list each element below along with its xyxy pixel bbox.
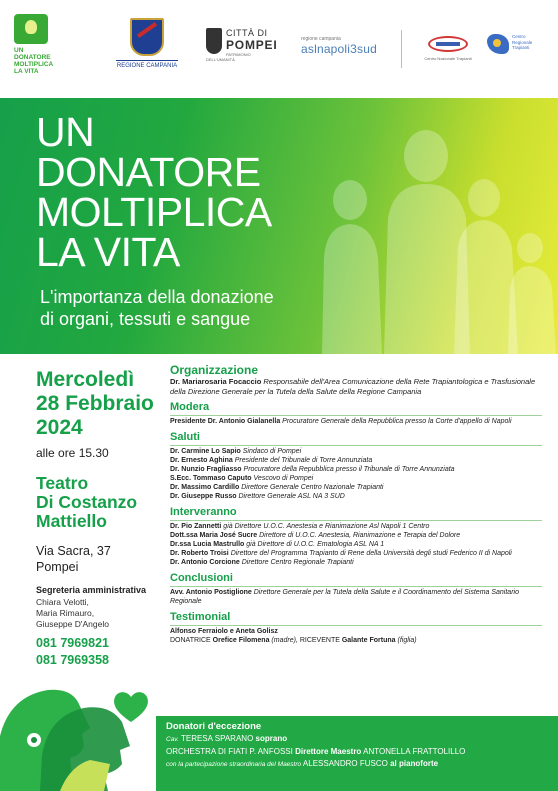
heart-icon <box>112 690 150 724</box>
eccezione-line <box>166 746 548 758</box>
person-name: Alfonso Ferraiolo e Aneta Golisz <box>170 628 278 635</box>
testimonial-entry <box>170 627 542 636</box>
event-time: alle ore 15.30 <box>36 446 109 460</box>
saluti-entry <box>170 456 542 465</box>
person-name: Presidente Dr. Antonio Gialanella <box>170 418 281 425</box>
campaign-logo-text: UN DONATORE MOLTIPLICA LA VITA <box>14 47 54 75</box>
section-title-modera: Modera <box>170 401 210 413</box>
person-name: Dr. Antonio Corcione <box>170 559 240 566</box>
hero-subtitle-line: L'importanza della donazione <box>40 287 274 307</box>
person-role: Direttore Generale ASL NA 3 SUD <box>238 493 345 500</box>
hero-banner <box>0 98 558 354</box>
performer-role: al pianoforte <box>390 759 439 768</box>
section-title-interveranno: Interveranno <box>170 506 237 518</box>
person-role: Direttore Generale Centro Nazionale Trapianti <box>241 484 384 491</box>
event-day: Mercoledì <box>36 368 135 391</box>
donatori-eccezione-box <box>156 716 558 791</box>
cnt-text: Centro Nazionale Trapianti <box>424 56 472 61</box>
person-role: Presidente del Tribunale di Torre Annunziata <box>234 457 373 464</box>
segreteria-title: Segreteria amministrativa <box>36 585 147 595</box>
performer-name: ALESSANDRO FUSCO <box>302 759 388 768</box>
performer-name: TERESA SPARANO <box>180 734 254 743</box>
pompei-top-text: CITTÀ DI <box>226 28 268 38</box>
person-name: S.Ecc. Tommaso Caputo <box>170 475 252 482</box>
eccezione-line <box>166 733 548 746</box>
section-divider <box>170 625 542 626</box>
segreteria-name: Maria Rimauro, <box>36 608 95 618</box>
eccezione-title: Donatori d'eccezione <box>166 721 262 732</box>
person-name: Dr. Massimo Cardillo <box>170 484 240 491</box>
person-name: Galante Fortuna <box>341 637 396 644</box>
segreteria-names <box>36 597 162 630</box>
family-silhouette-icon <box>298 98 558 354</box>
logo-bar <box>0 0 558 98</box>
centro-nazionale-trapianti-logo <box>424 36 472 66</box>
person-role: Procuratore Generale della Repubblica presso la Corte d'appello di Napoli <box>282 418 512 425</box>
logo-divider <box>401 30 402 68</box>
interveranno-entry <box>170 540 542 549</box>
person-role: Sindaco di Pompei <box>242 448 302 455</box>
organizzazione-entry <box>170 377 542 396</box>
phone-number[interactable]: 081 7969358 <box>36 653 109 667</box>
interveranno-entry <box>170 558 542 567</box>
person-role: Direttore Generale per la Tutela della Salute e il Coordinamento del Sistema Sanitario Regionale <box>170 589 519 605</box>
event-venue <box>36 474 162 531</box>
cnt-emblem-icon <box>428 36 468 52</box>
person-role: già Direttore di U.O.C. Ematologia ASL NA 1 <box>246 541 385 548</box>
section-divider <box>170 445 542 446</box>
venue-line: Teatro <box>36 473 89 493</box>
person-name: Dr. Mariarosaria Focaccio <box>170 377 262 386</box>
hero-subtitle <box>40 286 274 330</box>
pompei-sub-text: PATRIMONIO DELL'UMANITÀ <box>206 52 251 62</box>
person-name: Avv. Antonio Postiglione <box>170 589 252 596</box>
regione-campania-text: REGIONE CAMPANIA <box>116 60 178 69</box>
address-line: Pompei <box>36 560 79 574</box>
hero-title-line: MOLTIPLICA <box>36 189 272 235</box>
testimonial-note: (figlia) <box>397 637 417 644</box>
crt-map-icon <box>487 34 509 54</box>
person-name: Dott.ssa Maria José Sucre <box>170 532 258 539</box>
saluti-entry <box>170 474 542 483</box>
event-info <box>36 368 162 669</box>
interveranno-entry <box>170 549 542 558</box>
phone-numbers <box>36 635 162 669</box>
hero-title-line: DONATORE <box>36 149 261 195</box>
testimonial-label: DONATRICE <box>170 637 211 644</box>
person-role: Vescovo di Pompei <box>253 475 314 482</box>
section-divider <box>170 520 542 521</box>
segreteria-name: Chiara Velotti, <box>36 597 89 607</box>
person-role: Direttore Centro Regionale Trapianti <box>241 559 354 566</box>
section-divider <box>170 415 542 416</box>
asl-napoli-3-sud-logo <box>301 36 381 62</box>
person-name: Dr. Pio Zannetti <box>170 523 222 530</box>
eccezione-prefix: Cav. <box>166 736 179 743</box>
performer-name: ANTONELLA FRATTOLILLO <box>363 747 466 756</box>
testimonial-entry <box>170 636 542 645</box>
person-name: Dr. Roberto Troisi <box>170 550 229 557</box>
person-role: già Direttore U.O.C. Anestesia e Rianimazione Asl Napoli 1 Centro <box>223 523 430 530</box>
person-name: Dr. Nunzio Fragliasso <box>170 466 242 473</box>
program <box>170 364 542 645</box>
venue-line: Mattiello <box>36 511 107 531</box>
citta-di-pompei-logo <box>206 28 280 68</box>
modera-entry <box>170 417 542 426</box>
pompei-name-text: POMPEI <box>226 38 278 52</box>
performer-role: soprano <box>255 734 288 743</box>
person-name: Dr. Ernesto Aghina <box>170 457 233 464</box>
asl-name-text: aslnapoli3sud <box>301 42 377 56</box>
person-role: Direttore del Programma Trapianto di Rene della Università degli studi Federico II di Napoli <box>230 550 512 557</box>
segreteria-name: Giuseppe D'Angelo <box>36 619 109 629</box>
eccezione-prefix: con la partecipazione straordinaria del Maestro <box>166 761 302 768</box>
phone-number[interactable]: 081 7969821 <box>36 636 109 650</box>
regione-campania-shield-icon <box>130 18 164 56</box>
testimonial-note: (madre), <box>271 637 298 644</box>
testimonial-label: RICEVENTE <box>299 637 340 644</box>
person-name: Orefice Filomena <box>212 637 270 644</box>
performer-role: Direttore Maestro <box>295 747 362 756</box>
section-title-organizzazione: Organizzazione <box>170 363 259 377</box>
saluti-entry <box>170 483 542 492</box>
person-role: Procuratore della Repubblica presso il Tribunale di Torre Annunziata <box>243 466 455 473</box>
venue-line: Di Costanzo <box>36 492 138 512</box>
person-role: Direttore di U.O.C. Anestesia, Rianimazione e Terapia del Dolore <box>259 532 461 539</box>
hero-title-line: LA VITA <box>36 229 180 275</box>
crt-text: Centro Regionale Trapianti <box>512 34 533 50</box>
interveranno-entry <box>170 531 542 540</box>
campaign-logo-icon <box>14 14 48 44</box>
saluti-entry <box>170 465 542 474</box>
event-date: 28 Febbraio <box>36 392 154 415</box>
section-title-saluti: Saluti <box>170 431 200 443</box>
conclusioni-entry <box>170 588 542 606</box>
pompei-crest-icon <box>206 28 222 54</box>
person-name: Dr. Carmine Lo Sapio <box>170 448 241 455</box>
event-address <box>36 543 162 575</box>
person-name: Dr.ssa Lucia Mastrullo <box>170 541 245 548</box>
section-title-testimonial: Testimonial <box>170 611 231 623</box>
performer-name: ORCHESTRA DI FIATI P. ANFOSSI <box>166 747 293 756</box>
section-title-conclusioni: Conclusioni <box>170 572 233 584</box>
saluti-entry <box>170 492 542 501</box>
hero-subtitle-line: di organi, tessuti e sangue <box>40 309 251 329</box>
centro-regionale-trapianti-logo <box>487 34 541 70</box>
regione-campania-logo <box>116 18 178 76</box>
eccezione-line <box>166 758 548 771</box>
hero-title <box>36 109 272 275</box>
campaign-logo <box>14 14 64 80</box>
asl-small-text: regione campania <box>301 36 341 42</box>
person-name: Dr. Giuseppe Russo <box>170 493 237 500</box>
person-role: Responsabile dell'Area Comunicazione della Rete Trapiantologica e Trasfusionale della Direzione Generale per la Tutela della Salute della Regione Campania <box>170 377 536 396</box>
hero-title-line: UN <box>36 109 95 155</box>
saluti-entry <box>170 447 542 456</box>
address-line: Via Sacra, 37 <box>36 544 111 558</box>
section-divider <box>170 586 542 587</box>
event-year: 2024 <box>36 416 83 439</box>
interveranno-entry <box>170 522 542 531</box>
